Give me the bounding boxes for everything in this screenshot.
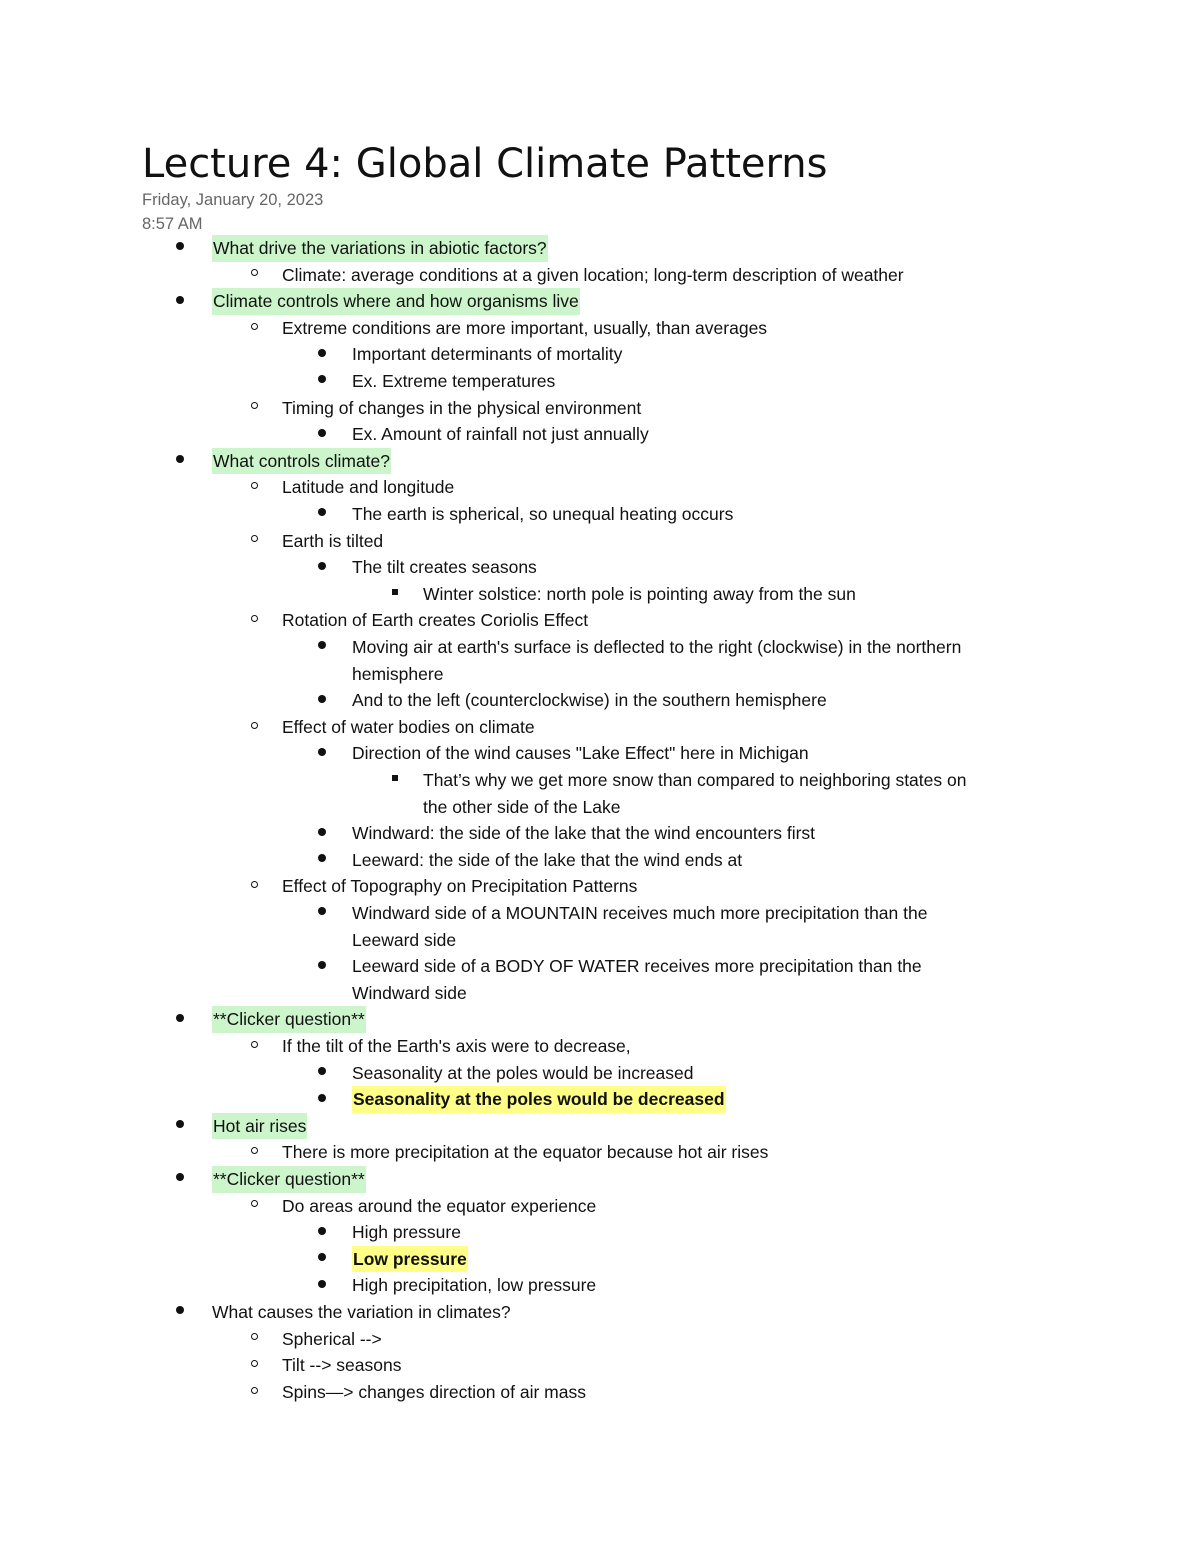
- bullet-icon: [176, 1120, 184, 1128]
- outline-text: Latitude and longitude: [282, 477, 455, 498]
- bullet-icon: [318, 961, 326, 969]
- outline-item-level-2: [282, 1139, 768, 1166]
- outline-item-level-4: [423, 767, 966, 794]
- bullet-icon: [176, 242, 184, 250]
- circle-bullet-icon: [251, 615, 258, 622]
- page-title: Lecture 4: Global Climate Patterns: [142, 141, 828, 187]
- highlighted-text: What drive the variations in abiotic factors?: [212, 235, 548, 262]
- bullet-icon: [318, 1067, 326, 1075]
- outline-item-level-2: [282, 1033, 631, 1060]
- square-bullet-icon: [392, 775, 398, 781]
- outline-item-level-3: [352, 634, 961, 661]
- outline-item-level-2: [282, 528, 383, 555]
- outline-item-level-3: [352, 953, 922, 980]
- outline-text: There is more precipitation at the equator because hot air rises: [282, 1142, 769, 1163]
- bullet-icon: [318, 375, 326, 383]
- outline-text: If the tilt of the Earth's axis were to decrease,: [282, 1036, 631, 1056]
- outline-item-level-3: [352, 687, 827, 714]
- outline-item-level-3: [352, 368, 555, 395]
- outline-item-level-3: [352, 1272, 596, 1299]
- outline-text: Direction of the wind causes "Lake Effect" here in Michigan: [352, 743, 809, 764]
- bullet-icon: [318, 1094, 326, 1102]
- outline-text: The tilt creates seasons: [352, 557, 537, 578]
- highlighted-text: **Clicker question**: [212, 1166, 366, 1193]
- outline-text: Windward: the side of the lake that the wind encounters first: [352, 823, 816, 844]
- highlighted-text: What controls climate?: [212, 448, 391, 475]
- bullet-icon: [176, 1014, 184, 1022]
- outline-item-level-4: [423, 794, 621, 821]
- outline-text: Moving air at earth's surface is deflected to the right (clockwise) in the northern: [352, 637, 962, 657]
- outline-text: Rotation of Earth creates Coriolis Effect: [282, 610, 589, 631]
- outline-item-level-2: [282, 474, 454, 501]
- circle-bullet-icon: [251, 535, 258, 542]
- bullet-icon: [176, 296, 184, 304]
- outline-text: What causes the variation in climates?: [212, 1302, 511, 1322]
- circle-bullet-icon: [251, 323, 258, 330]
- outline-item-level-3: [352, 847, 742, 874]
- outline-item-level-3: [352, 554, 537, 581]
- outline-item-level-2: [282, 315, 767, 342]
- outline-item-level-1: [212, 1113, 307, 1140]
- outline-item-level-3: [352, 740, 809, 767]
- outline-text: Climate: average conditions at a given location; long-term description of weather: [282, 264, 904, 285]
- circle-bullet-icon: [251, 1041, 258, 1048]
- outline-item-level-1: [212, 235, 548, 262]
- outline-item-level-2: [282, 607, 588, 634]
- outline-text: Leeward: the side of the lake that the wind ends at: [352, 849, 743, 870]
- highlighted-text: Climate controls where and how organisms live: [212, 288, 580, 315]
- square-bullet-icon: [392, 589, 398, 595]
- outline-item-level-3: [352, 661, 443, 688]
- bullet-icon: [318, 1253, 326, 1261]
- outline-item-level-3: [352, 927, 456, 954]
- outline-text: Effect of Topography on Precipitation Patterns: [282, 876, 638, 897]
- circle-bullet-icon: [251, 1360, 258, 1367]
- outline-text: Windward side: [352, 982, 467, 1003]
- bullet-icon: [318, 828, 326, 836]
- bullet-icon: [318, 641, 326, 649]
- highlighted-text: Hot air rises: [212, 1113, 307, 1140]
- bullet-icon: [318, 349, 326, 357]
- outline-text: High precipitation, low pressure: [352, 1275, 597, 1296]
- outline-text: High pressure: [352, 1222, 461, 1243]
- circle-bullet-icon: [251, 402, 258, 409]
- outline-item-level-3: [352, 1060, 693, 1087]
- highlighted-text: Low pressure: [352, 1246, 468, 1273]
- bullet-icon: [318, 695, 326, 703]
- bullet-icon: [318, 1280, 326, 1288]
- outline-item-level-3: [352, 421, 649, 448]
- circle-bullet-icon: [251, 1147, 258, 1154]
- outline-text: Winter solstice: north pole is pointing away from the sun: [423, 583, 856, 604]
- bullet-icon: [176, 455, 184, 463]
- outline-text: Leeward side of a BODY OF WATER receives more precipitation than the: [352, 956, 922, 977]
- outline-text: Effect of water bodies on climate: [282, 716, 535, 737]
- outline-item-level-2: [282, 395, 641, 422]
- outline-text: Windward side of a MOUNTAIN receives much more precipitation than the: [352, 903, 928, 923]
- circle-bullet-icon: [251, 1387, 258, 1394]
- note-date: Friday, January 20, 2023: [142, 191, 324, 209]
- outline-text: Seasonality at the poles would be increased: [352, 1062, 694, 1083]
- outline-item-level-4: [423, 581, 856, 608]
- outline-text: Ex. Amount of rainfall not just annually: [352, 424, 649, 445]
- outline-item-level-2: [282, 714, 535, 741]
- outline-text: The earth is spherical, so unequal heating occurs: [352, 504, 734, 524]
- bullet-icon: [318, 1227, 326, 1235]
- outline-text: Earth is tilted: [282, 530, 384, 551]
- circle-bullet-icon: [251, 482, 258, 489]
- note-time: 8:57 AM: [142, 215, 203, 233]
- outline-text: Spins—> changes direction of air mass: [282, 1381, 586, 1402]
- outline-text: Tilt --> seasons: [282, 1355, 402, 1376]
- outline-text: Do areas around the equator experience: [282, 1195, 597, 1216]
- outline-item-level-3: [352, 1246, 468, 1273]
- outline-item-level-2: [282, 1326, 382, 1353]
- outline-item-level-1: [212, 1299, 511, 1326]
- outline-item-level-3: [352, 1219, 461, 1246]
- outline-item-level-2: [282, 873, 637, 900]
- outline-item-level-3: [352, 900, 927, 927]
- outline-item-level-2: [282, 1352, 401, 1379]
- outline-item-level-2: [282, 262, 904, 289]
- outline-text: Spherical -->: [282, 1328, 382, 1349]
- circle-bullet-icon: [251, 722, 258, 729]
- circle-bullet-icon: [251, 881, 258, 888]
- bullet-icon: [176, 1306, 184, 1314]
- bullet-icon: [318, 508, 326, 516]
- outline-item-level-2: [282, 1193, 596, 1220]
- outline-item-level-3: [352, 1086, 726, 1113]
- highlighted-text: Seasonality at the poles would be decreased: [352, 1086, 726, 1113]
- bullet-icon: [176, 1173, 184, 1181]
- outline-text: Leeward side: [352, 929, 457, 950]
- outline-text: Ex. Extreme temperatures: [352, 371, 556, 391]
- outline-text: And to the left (counterclockwise) in the southern hemisphere: [352, 690, 827, 711]
- outline-text: Extreme conditions are more important, usually, than averages: [282, 317, 768, 338]
- outline-item-level-3: [352, 820, 815, 847]
- outline-text: hemisphere: [352, 663, 444, 684]
- bullet-icon: [318, 429, 326, 437]
- outline-text: Timing of changes in the physical environment: [282, 397, 642, 418]
- outline-item-level-1: [212, 288, 580, 315]
- outline-item-level-1: [212, 1006, 366, 1033]
- outline-item-level-1: [212, 448, 391, 475]
- bullet-icon: [318, 854, 326, 862]
- outline-item-level-1: [212, 1166, 366, 1193]
- outline-item-level-3: [352, 980, 467, 1007]
- bullet-icon: [318, 907, 326, 915]
- circle-bullet-icon: [251, 269, 258, 276]
- circle-bullet-icon: [251, 1333, 258, 1340]
- highlighted-text: **Clicker question**: [212, 1006, 366, 1033]
- bullet-icon: [318, 562, 326, 570]
- outline-item-level-3: [352, 501, 733, 528]
- outline-text: That’s why we get more snow than compared to neighboring states on: [423, 770, 967, 790]
- outline-item-level-2: [282, 1379, 586, 1406]
- bullet-icon: [318, 748, 326, 756]
- outline-text: the other side of the Lake: [423, 796, 621, 817]
- outline-item-level-3: [352, 341, 622, 368]
- outline-text: Important determinants of mortality: [352, 344, 623, 365]
- circle-bullet-icon: [251, 1200, 258, 1207]
